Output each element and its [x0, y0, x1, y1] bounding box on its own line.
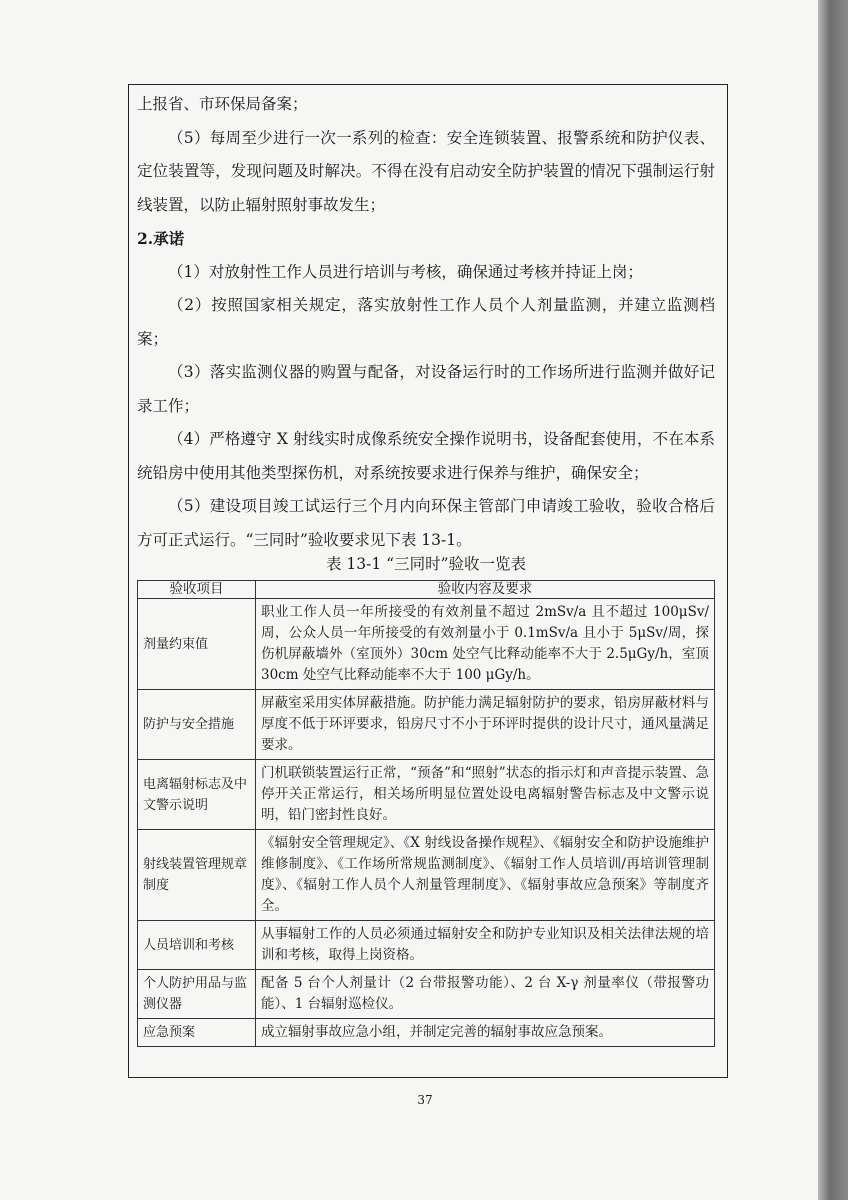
table-row [138, 760, 715, 830]
table-row [138, 830, 715, 921]
paragraph-5: （3）落实监测仪器的购置与配备，对设备运行时的工作场所进行监测并做好记录工作； [137, 363, 715, 415]
paragraph-1: 上报省、市环保局备案； [137, 95, 308, 113]
header-item: 验收项目 [138, 581, 256, 599]
row-content: 成立辐射事故应急小组，并制定完善的辐射事故应急预案。 [256, 1019, 715, 1047]
acceptance-table [137, 580, 715, 1047]
paragraph-7: （5）建设项目竣工试运行三个月内向环保主管部门申请竣工验收，验收合格后方可正式运行。“三同时”验收要求见下表 13-1。 [137, 497, 715, 549]
table-row [138, 1019, 715, 1047]
body-text [137, 88, 715, 557]
row-content: 职业工作人员一年所接受的有效剂量不超过 2mSv/a 且不超过 100μSv/周，公众人员一年所接受的有效剂量小于 0.1mSv/a 且小于 5μSv/周，探伤机屏蔽墙外（室顶外）30cm 处空气比释动能率不大于 2.5μGy/h，室顶 30cm 处空气比释动能率不大于 100 μGy/h。 [256, 599, 715, 690]
row-item: 剂量约束值 [138, 599, 256, 690]
paragraph-4: （2）按照国家相关规定，落实放射性工作人员个人剂量监测，并建立监测档案； [137, 296, 715, 348]
row-item: 电离辐射标志及中文警示说明 [138, 760, 256, 830]
table-row [138, 921, 715, 970]
row-item: 应急预案 [138, 1019, 256, 1047]
row-content: 《辐射安全管理规定》、《X 射线设备操作规程》、《辐射安全和防护设施维护维修制度》、《工作场所常规监测制度》、《辐射工作人员培训/再培训管理制度》、《辐射工作人员个人剂量管理制度》、《辐射事故应急预案》等制度齐全。 [256, 830, 715, 921]
table-row [138, 690, 715, 760]
page-number: 37 [417, 1093, 433, 1107]
row-content: 从事辐射工作的人员必须通过辐射安全和防护专业知识及相关法律法规的培训和考核，取得上岗资格。 [256, 921, 715, 970]
row-item: 射线装置管理规章制度 [138, 830, 256, 921]
paragraph-6: （4）严格遵守 X 射线实时成像系统安全操作说明书，设备配套使用，不在本系统铅房中使用其他类型探伤机，对系统按要求进行保养与维护，确保安全； [137, 430, 715, 482]
table-caption: 表 13-1 “三同时”验收一览表 [325, 555, 527, 573]
paragraph-2: （5）每周至少进行一次一系列的检查：安全连锁装置、报警系统和防护仪表、定位装置等，发现问题及时解决。不得在没有启动安全防护装置的情况下强制运行射线装置，以防止辐射照射事故发生； [137, 128, 715, 214]
table-header-row [138, 581, 715, 599]
section-heading: 2.承诺 [137, 229, 185, 248]
row-content: 配备 5 台个人剂量计（2 台带报警功能）、2 台 X-γ 剂量率仪（带报警功能）、1 台辐射巡检仪。 [256, 970, 715, 1019]
header-content: 验收内容及要求 [256, 581, 715, 599]
table-row [138, 970, 715, 1019]
row-item: 人员培训和考核 [138, 921, 256, 970]
row-item: 个人防护用品与监测仪器 [138, 970, 256, 1019]
row-content: 门机联锁装置运行正常，“预备”和“照射”状态的指示灯和声音提示装置、急停开关正常运行，相关场所明显位置处设电离辐射警告标志及中文警示说明，铅门密封性良好。 [256, 760, 715, 830]
page-edge-shadow [818, 0, 848, 1200]
table-row [138, 599, 715, 690]
row-item: 防护与安全措施 [138, 690, 256, 760]
paragraph-3: （1）对放射性工作人员进行培训与考核，确保通过考核并持证上岗； [168, 262, 643, 281]
row-content: 屏蔽室采用实体屏蔽措施。防护能力满足辐射防护的要求，铅房屏蔽材料与厚度不低于环评要求，铅房尺寸不小于环评时提供的设计尺寸，通风量满足要求。 [256, 690, 715, 760]
